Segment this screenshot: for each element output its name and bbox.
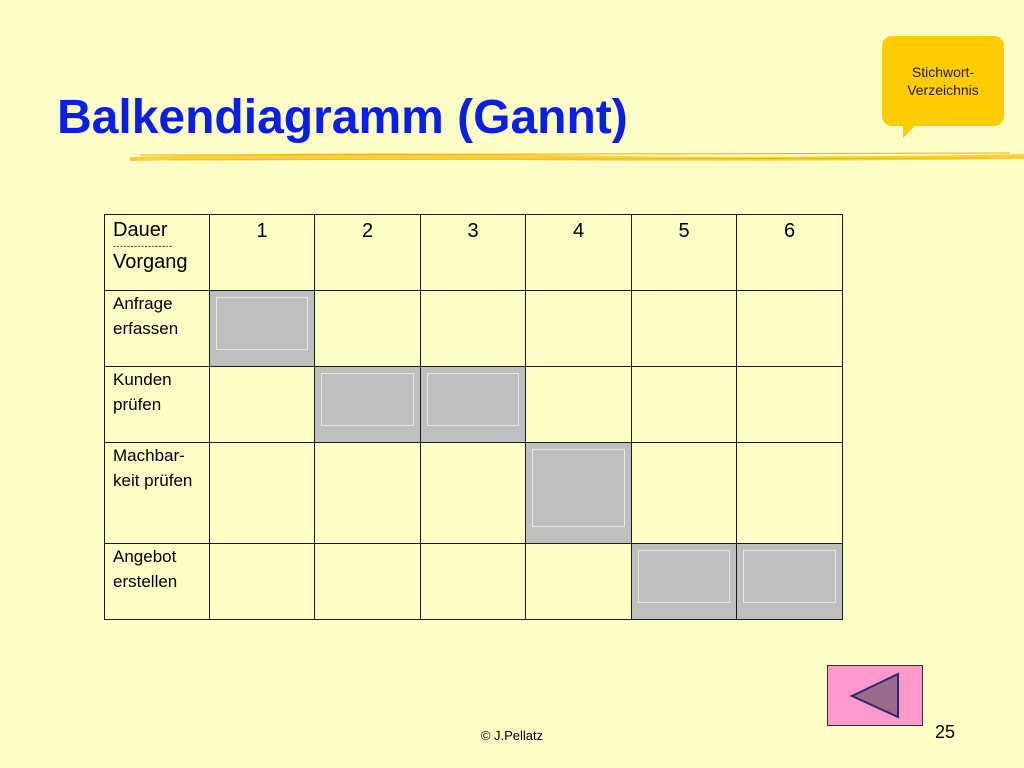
callout-tail [903, 120, 921, 138]
table-row [105, 291, 843, 367]
task-label: Machbar-keit prüfen [105, 443, 210, 544]
gantt-bar-highlight [743, 550, 836, 603]
gantt-bar-highlight [532, 449, 625, 527]
gantt-cell [737, 291, 843, 367]
page-title: Balkendiagramm (Gannt) [57, 91, 628, 144]
table-row [105, 544, 843, 620]
gantt-bar-cell [526, 443, 632, 544]
column-header: 4 [526, 215, 632, 291]
table-row [105, 443, 843, 544]
gantt-cell [526, 544, 632, 620]
task-label: Kunden prüfen [105, 367, 210, 443]
corner-label-dauer: Dauer [113, 219, 168, 241]
gantt-cell [315, 291, 421, 367]
footer-copyright: © J.Pellatz [480, 728, 544, 743]
gantt-bar-cell [737, 544, 843, 620]
page-number: 25 [935, 722, 956, 742]
gantt-table [104, 214, 843, 620]
gantt-cell [737, 367, 843, 443]
task-label: Anfrage erfassen [105, 291, 210, 367]
gantt-cell [315, 544, 421, 620]
task-label: Angebot erstellen [105, 544, 210, 620]
header-row [105, 215, 843, 291]
gantt-cell [210, 443, 315, 544]
gantt-bar-cell [421, 367, 526, 443]
table-row [105, 367, 843, 443]
gantt-cell [421, 544, 526, 620]
callout-line-2: Verzeichnis [907, 82, 979, 98]
title-underline-decoration [130, 148, 1024, 166]
gantt-bar-cell [315, 367, 421, 443]
gantt-cell [737, 443, 843, 544]
back-nav-button[interactable] [827, 665, 923, 726]
gantt-cell [210, 544, 315, 620]
gantt-bar-highlight [216, 297, 308, 350]
corner-label-vorgang: Vorgang [113, 251, 188, 273]
gantt-bar-highlight [321, 373, 414, 426]
column-header: 5 [632, 215, 737, 291]
column-header: 3 [421, 215, 526, 291]
gantt-bar-highlight [427, 373, 519, 426]
column-header: 6 [737, 215, 843, 291]
callout-line-1: Stichwort- [911, 64, 975, 80]
index-callout-button[interactable] [882, 36, 1004, 126]
gantt-cell [526, 367, 632, 443]
column-header: 2 [315, 215, 421, 291]
column-header: 1 [210, 215, 315, 291]
corner-cell [105, 215, 210, 291]
gantt-cell [315, 443, 421, 544]
gantt-cell [210, 367, 315, 443]
gantt-cell [526, 291, 632, 367]
gantt-cell [632, 443, 737, 544]
gantt-bar-cell [210, 291, 315, 367]
gantt-cell [421, 291, 526, 367]
gantt-bar-cell [632, 544, 737, 620]
gantt-bar-highlight [638, 550, 730, 603]
corner-dashes: ----------------- [113, 241, 173, 251]
gantt-cell [421, 443, 526, 544]
gantt-cell [632, 367, 737, 443]
back-triangle-icon [828, 666, 922, 725]
gantt-cell [632, 291, 737, 367]
